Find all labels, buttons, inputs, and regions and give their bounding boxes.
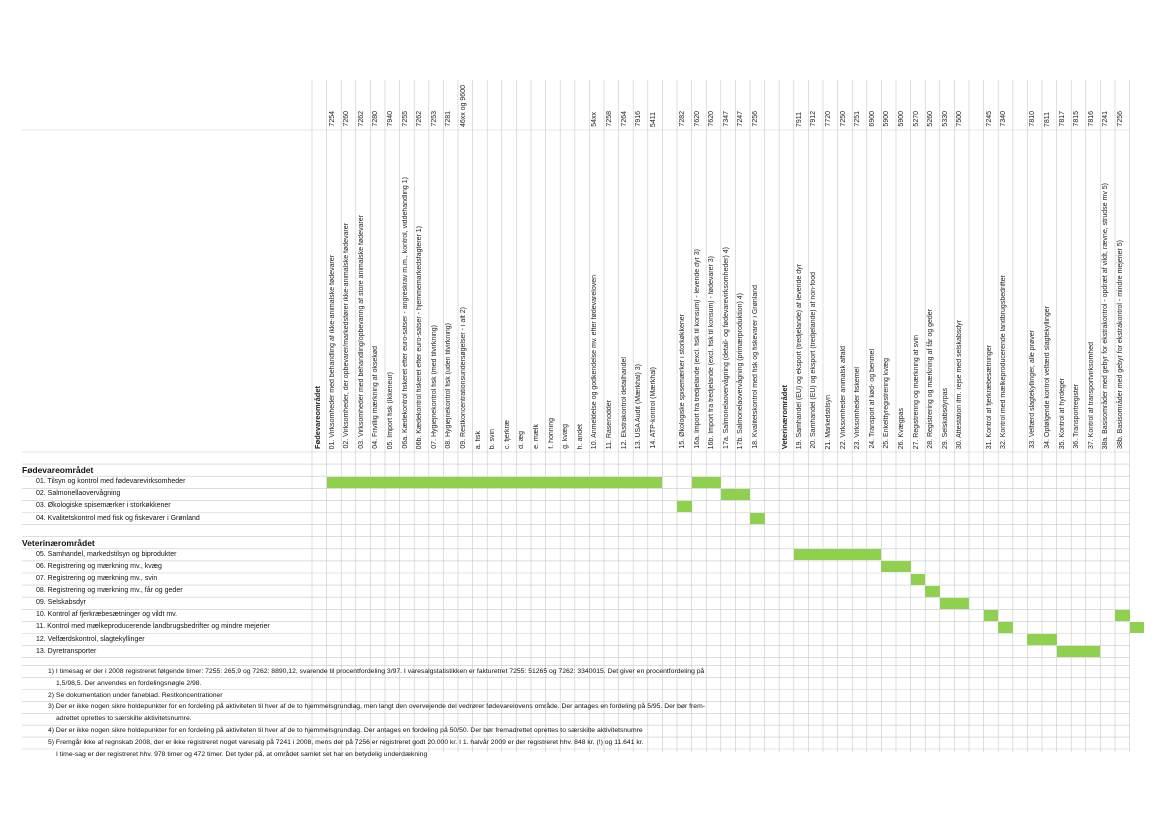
column-code: 7620 xyxy=(693,111,701,127)
activity-bar xyxy=(940,598,969,609)
column-header: 07. Hygiejnekontrol fisk (med tilvirkning) xyxy=(430,325,438,449)
column-code: 7281 xyxy=(445,111,453,127)
column-header: 33. Velfærd slagtekyllinger, alle prøver xyxy=(1029,330,1037,449)
column-code: 54xx xyxy=(591,112,599,127)
grid-lines xyxy=(22,80,1134,752)
column-header: 19. Samhandel (EU) og eksport (tredjelande) af levende dyr xyxy=(795,263,803,449)
activity-bar xyxy=(721,489,750,500)
column-header: 30. Attestation ifm. rejse med selskabsdyr xyxy=(956,319,964,449)
activity-bar xyxy=(925,586,940,597)
column-header: 17a. Salmonelaovervågning (detail- og fødevarevirksomheder) 4) xyxy=(722,247,730,449)
column-header: 38a. Basisområder med gebyr for ekstrakontrol - opdræt af vildt, rævne, strudse mv 5) xyxy=(1102,182,1110,449)
section-column-header: Fødevareområdet xyxy=(313,386,322,449)
column-code: 5900 xyxy=(898,111,905,127)
column-header: 03. Virksomheder med behandling/opbevaring af store animalske fødevarer xyxy=(357,215,365,449)
column-header: 34. Opfølgende kontrol velfærd slagtekyllinger xyxy=(1044,306,1051,449)
column-header: 32. Kontrol med mælkeproducerende landbrugsbedrifter xyxy=(1000,275,1008,449)
footnote: I time-sag er der registreret hhv. 978 timer og 472 timer. Det tyder på, at området samlet set har en betydelig underdækning xyxy=(56,751,428,758)
column-code: 7262 xyxy=(357,111,365,127)
column-code: 7256 xyxy=(752,111,759,127)
column-code: 7282 xyxy=(679,111,686,127)
column-code: 46xx og 9600 xyxy=(460,84,467,127)
column-header: 22. Virksomheder animalsk affald xyxy=(839,345,847,449)
column-header: 13. USA Audit (Mærkhal) 3) xyxy=(635,363,643,449)
column-header: 09. Restkoncentrationsundersøgelser - i alt 2) xyxy=(460,307,467,449)
column-code: 7256 xyxy=(1117,111,1124,127)
footnote: 5) Fremgår ikke af regnskab 2008, der er ikke registreret noget varesalg på 7241 i 2008, mens der på 7256 er registreret godt 20.000 kr. I 1. halvår 2009 er der registreret hhv. 848 kr. (!) og 11.641 kr. xyxy=(48,739,644,747)
column-header: 11. Rasenodder xyxy=(606,399,613,449)
row-label: 11. Kontrol med mælkeproducerende landbrugsbedrifter og mindre mejerier xyxy=(36,623,270,631)
activity-bar xyxy=(998,622,1013,633)
section-heading: Veterinærområdet xyxy=(22,537,95,548)
column-header: 10. Anmeldelse og godkendelse mv. efter fødevareloven xyxy=(591,274,599,449)
activity-bar xyxy=(750,513,765,524)
column-code: 7816 xyxy=(1087,111,1095,127)
row-label: 09. Selskabsdyr xyxy=(36,599,86,607)
footnote: 1,5/98,5. Der anvendes en fordelingsnøgle 2/98. xyxy=(56,679,202,687)
column-header: 24. Transport af kød- og benmel xyxy=(868,349,876,449)
column-header: c. fjerkræ xyxy=(503,419,511,449)
activity-bar xyxy=(911,574,926,585)
column-header: 37. Kontrol af transportvirksomhed xyxy=(1087,342,1095,449)
column-code: 7720 xyxy=(825,111,832,127)
column-header: a. fisk xyxy=(474,430,482,449)
activity-bar xyxy=(1115,610,1130,621)
column-header: 06b. Kædekontrol fiskeret efter euro-satser - hjemmemarkedsfagterer 1) xyxy=(416,225,424,449)
column-header: 20. Samhandel (EU) og eksport (tredjelande) af non-food xyxy=(810,272,818,449)
column-header: 35. Kontrol af hyrdeger xyxy=(1058,377,1066,449)
spreadsheet xyxy=(22,80,1134,758)
activity-bar xyxy=(1130,622,1145,633)
column-code: 5260 xyxy=(927,111,935,127)
column-code: 7262 xyxy=(416,111,424,127)
column-header: 14. ATP-kontrol (Mærkhal) xyxy=(649,367,657,449)
column-code: 7250 xyxy=(839,111,847,127)
footnote: 2) Se dokumentation under faneblad. Restkoncentrationer xyxy=(48,691,223,699)
activity-bar xyxy=(692,477,721,488)
row-label: 01. Tilsyn og kontrol med fødevarevirksomheder xyxy=(36,478,186,486)
activity-bar xyxy=(1057,646,1101,657)
row-label: 03. Økologiske spisemærker i storkøkkener xyxy=(36,502,171,510)
column-code: 7340 xyxy=(1000,111,1008,127)
footnote: 3) Der er ikke nogen sikre holdepunkter for en fordeling på aktiviteten til hver af de to hjemmelsgrundlag, men langt den overvejende del vedrører fødevarelovens område. Der antages en fordeling på 5/95. Der bør frem- xyxy=(48,703,706,711)
column-header: b. svin xyxy=(489,428,497,449)
column-header: 05. Import fisk (Ikkeneur) xyxy=(387,371,394,449)
column-code: 5330 xyxy=(941,111,949,127)
column-header: 28. Registrering og mærkning af får og geder xyxy=(927,309,935,449)
column-header: 16a. Import fra tredjelande (excl. fisk til konsum) - levende dyr 3) xyxy=(693,249,701,449)
column-code: 5411 xyxy=(649,111,657,127)
column-code: 7247 xyxy=(737,111,745,127)
column-code: 7347 xyxy=(722,111,730,127)
row-label: 10. Kontrol af fjerkræbesætninger og vildt mv. xyxy=(36,611,178,619)
column-code: 5900 xyxy=(883,111,891,127)
row-label: 05. Samhandel, markedstilsyn og biprodukter xyxy=(36,550,177,558)
column-header: 31. Kontrol af fjerkræbesætninger xyxy=(985,344,993,449)
column-header: 02. Virksomheder, der opbevarer/markedsfører ikke-animalske fødevarer xyxy=(343,223,351,449)
column-code: 6900 xyxy=(868,111,876,127)
column-header: 08. Hygiejnekontrol fisk (uden tilvirkning) xyxy=(445,323,453,449)
row-label: 08. Registrering og mærkning mv., får og geder xyxy=(36,587,183,595)
column-code: 7251 xyxy=(854,111,862,127)
column-code: 7254 xyxy=(328,111,336,127)
column-header: 29. Selskabsdyrpas xyxy=(941,387,949,449)
column-code: 7258 xyxy=(606,111,613,127)
activity-bar xyxy=(1027,634,1056,645)
column-code: 7500 xyxy=(956,111,964,127)
column-code: 7245 xyxy=(985,111,993,127)
column-header: 06a. Kædekontrol fiskeret efter euro-satser - angreskrav m.m., kontrol, viddehandling 1) xyxy=(401,177,409,449)
column-header: 23. Virksomheder fiskemel xyxy=(854,366,862,449)
footnote: 1) I timesag er der i 2008 registreret følgende timer: 7255: 265,9 og 7262: 8890,12, svarende til procentfordeling 3/97. I varesalgstatistikken er fakturetret 7255: 51265 og 7262: 3340015. Det giver en procentfordeling på xyxy=(48,667,705,675)
row-label: 07. Registrering og mærkning mv., svin xyxy=(36,575,158,582)
row-label: 06. Registrering og mærkning mv., kvæg xyxy=(36,562,162,570)
section-column-header: Veterinærområdet xyxy=(780,384,790,449)
column-header: 36. Transportregister xyxy=(1073,384,1081,449)
row-label: 12. Velfærdskontrol, slagtekyllinger xyxy=(36,635,145,643)
column-code: 7260 xyxy=(343,111,351,127)
column-header: 17b. Salmonelaovervågning (primærproduktion) 4) xyxy=(737,292,745,449)
column-header: 18. Kvalitetskontrol med fisk og fiskevarer i Grønland xyxy=(752,285,759,449)
row-label: 13. Dyretransporter xyxy=(36,647,97,655)
column-header: g. kvæg xyxy=(562,424,570,449)
column-code: 7241 xyxy=(1102,111,1110,127)
activity-bar xyxy=(327,477,663,488)
column-header: 27. Registrering og mærkning af svin xyxy=(912,334,920,449)
section-heading: Fødevareområdet xyxy=(22,465,94,476)
column-code: 7912 xyxy=(810,111,818,127)
column-code: 7264 xyxy=(620,111,628,127)
column-header: 15. Økologiske spisemærker i storkøkkener xyxy=(679,314,686,449)
column-code: 7253 xyxy=(430,111,438,127)
column-code: 7940 xyxy=(387,111,394,127)
column-header: 26. Kvægpas xyxy=(898,407,905,449)
column-header: h. andet xyxy=(576,423,584,449)
column-header: f. honning xyxy=(547,418,555,449)
column-header: 38b. Basisområder med gebyr for ekstrakontrol - mindre mejerier 5) xyxy=(1117,240,1124,449)
column-code: 7811 xyxy=(1044,111,1051,127)
activity-bar xyxy=(794,549,882,560)
column-header: 16b. Import fra tredjelande (excl. fisk til konsum) - fødevarer 3) xyxy=(708,255,716,449)
column-code: 7255 xyxy=(401,111,409,127)
column-code: 7916 xyxy=(635,111,643,127)
column-header: e. mælk xyxy=(533,424,540,449)
activity-bar xyxy=(984,610,999,621)
activity-bar xyxy=(677,501,692,512)
column-code: 5270 xyxy=(912,111,920,127)
activity-bar xyxy=(881,561,910,572)
column-code: 7620 xyxy=(708,111,716,127)
column-header: 04. Frivillig mærkning af oksekød xyxy=(372,346,380,449)
column-header: d. æg xyxy=(518,431,526,449)
column-code: 7911 xyxy=(795,111,803,127)
column-code: 7280 xyxy=(372,111,380,127)
column-header: 25. Enkelttyregistrering kvæg xyxy=(883,358,891,449)
column-code: 7815 xyxy=(1073,111,1081,127)
column-header: 12. Ekstrakontrol detailhandel xyxy=(620,356,628,449)
column-header: 01. Virksomheder med behandling af ikke-animalske fødevarer xyxy=(328,254,336,449)
column-header: 21. Markedstilsyn xyxy=(825,394,832,449)
footnote: 4) Der er ikke nogen sikre holdepunkter for en fordeling på aktiviteten til hver af de to hjemmelsgrundlag. Der antages en fordeling på 50/50. Der bør fremadrettet oprettes to særskilte aktivitetsnumre xyxy=(48,727,643,735)
column-code: 7817 xyxy=(1058,111,1066,127)
row-label: 02. Salmonellaovervågning xyxy=(36,490,121,498)
row-label: 04. Kvalitetskontrol med fisk og fiskevarer i Grønland xyxy=(36,514,200,522)
footnote: adrettet oprettes to særskilte aktivitetsnumre. xyxy=(56,715,192,723)
column-code: 7810 xyxy=(1029,111,1037,127)
